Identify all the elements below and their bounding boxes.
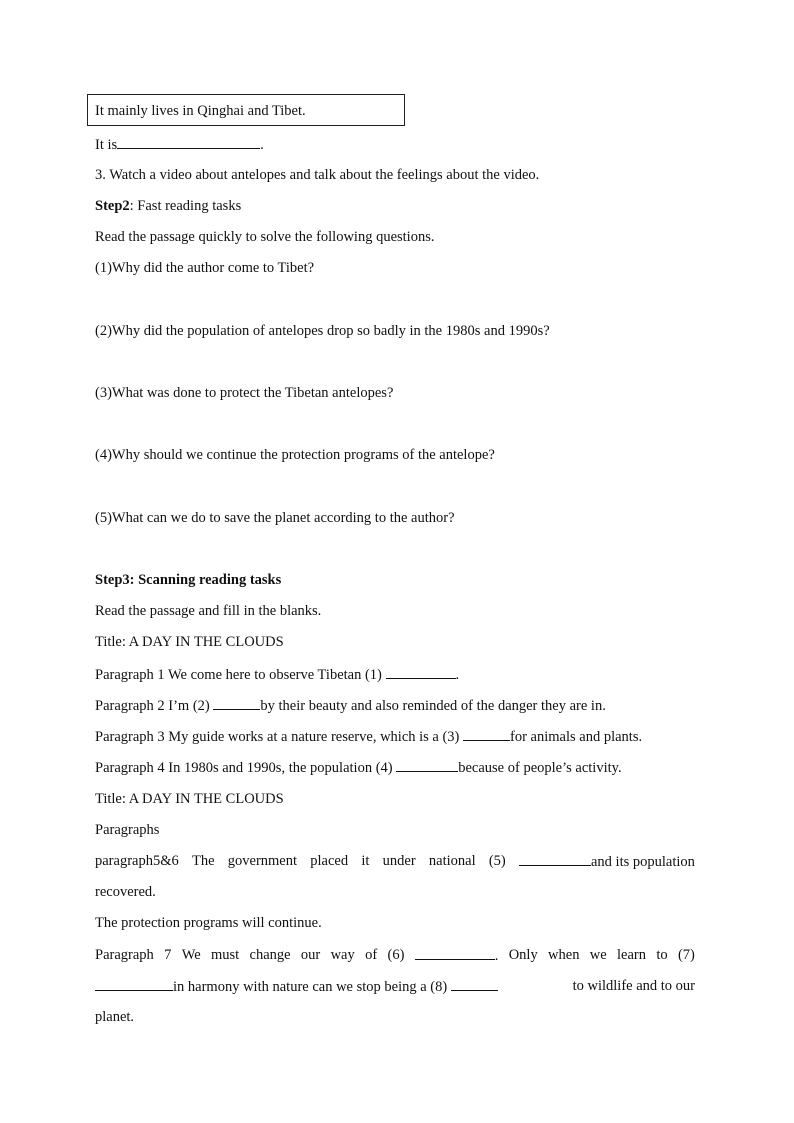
blank-3[interactable] xyxy=(463,727,510,741)
title-line-2: Title: A DAY IN THE CLOUDS xyxy=(95,791,284,807)
answer-box xyxy=(87,94,405,126)
blank-1[interactable] xyxy=(386,665,456,679)
step2-instruction: Read the passage quickly to solve the following questions. xyxy=(95,229,435,245)
blank-7[interactable] xyxy=(95,977,173,991)
item-3: 3. Watch a video about antelopes and talk about the feelings about the video. xyxy=(95,167,540,183)
protection-line: The protection programs will continue. xyxy=(95,915,322,931)
paragraph-2-line: Paragraph 2 I’m (2) by their beauty and also reminded of the danger they are in. xyxy=(95,698,606,714)
paragraph-1-line: Paragraph 1 We come here to observe Tibetan (1) . xyxy=(95,667,460,683)
paragraphs-label: Paragraphs xyxy=(95,822,160,838)
paragraph-5-6-line: paragraph5&6 The government placed it under national (5) and its population xyxy=(95,853,695,870)
question-4: (4)Why should we continue the protection programs of the antelope? xyxy=(95,447,495,463)
paragraph-7-line: Paragraph 7 We must change our way of (6) . Only when we learn to (7) xyxy=(95,947,695,964)
paragraph-7-line-2: in harmony with nature can we stop being a (8) to wildlife and to our xyxy=(95,977,695,996)
blank-4[interactable] xyxy=(396,758,458,772)
blank-it-is[interactable] xyxy=(117,135,260,149)
blank-5[interactable] xyxy=(519,852,591,866)
answer-box-text: It mainly lives in Qinghai and Tibet. xyxy=(95,103,306,119)
it-is-line: It is . xyxy=(95,137,264,153)
step3-instruction: Read the passage and fill in the blanks. xyxy=(95,603,322,619)
paragraph-4-line: Paragraph 4 In 1980s and 1990s, the population (4) because of people’s activity. xyxy=(95,760,622,776)
blank-6[interactable] xyxy=(415,946,495,960)
blank-2[interactable] xyxy=(213,696,260,710)
paragraph-5-6-continued: recovered. xyxy=(95,884,156,900)
title-line: Title: A DAY IN THE CLOUDS xyxy=(95,634,284,650)
step2-heading: Step2: Fast reading tasks xyxy=(95,198,242,214)
question-2: (2)Why did the population of antelopes drop so badly in the 1980s and 1990s? xyxy=(95,323,550,339)
paragraph-3-line: Paragraph 3 My guide works at a nature reserve, which is a (3) for animals and plants. xyxy=(95,729,643,745)
step3-heading: Step3: Scanning reading tasks xyxy=(95,572,282,588)
question-5: (5)What can we do to save the planet according to the author? xyxy=(95,510,455,526)
question-1: (1)Why did the author come to Tibet? xyxy=(95,260,315,276)
paragraph-7-end: planet. xyxy=(95,1009,135,1025)
question-3: (3)What was done to protect the Tibetan antelopes? xyxy=(95,385,394,401)
blank-8[interactable] xyxy=(451,977,498,991)
